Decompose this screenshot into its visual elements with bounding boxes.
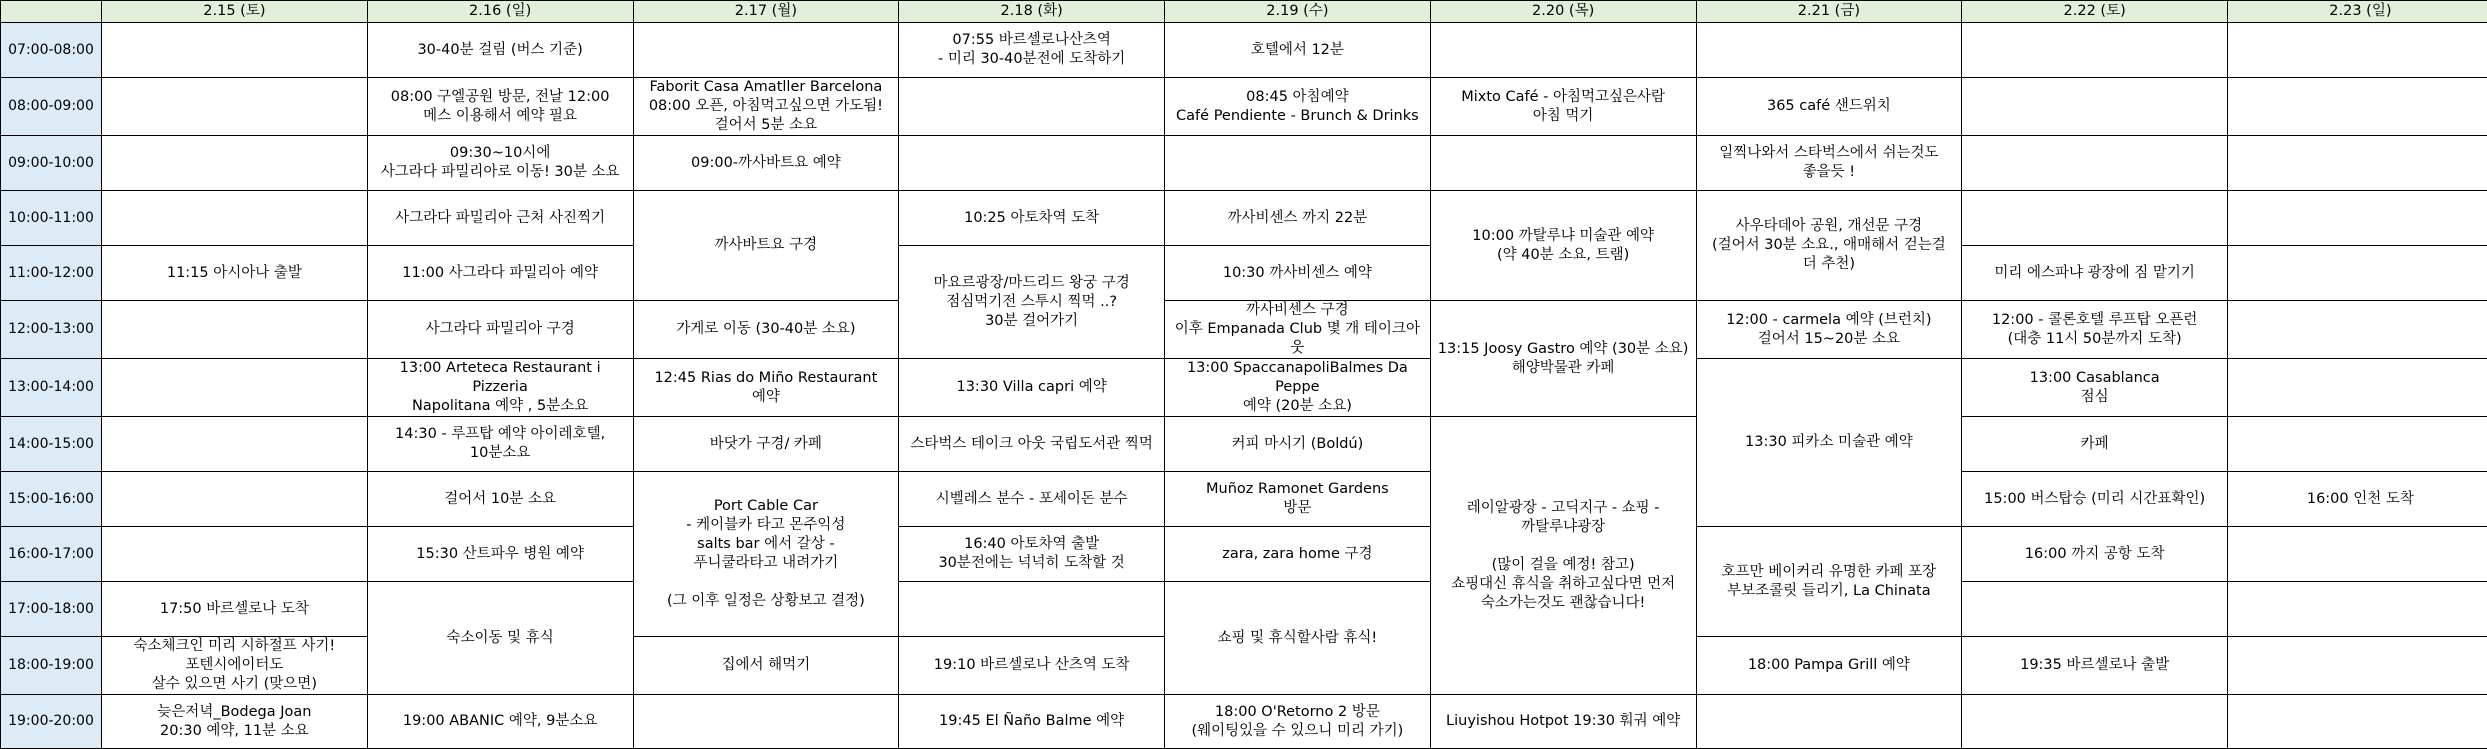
schedule-cell[interactable]: [102, 23, 368, 78]
schedule-cell[interactable]: 13:00 SpaccanapoliBalmes Da Peppe 예약 (20분 소요): [1165, 359, 1431, 417]
time-cell[interactable]: 19:00-20:00: [1, 695, 102, 749]
schedule-cell[interactable]: 16:40 아토차역 출발 30분전에는 넉넉히 도착할 것: [899, 527, 1165, 582]
time-cell[interactable]: 08:00-09:00: [1, 78, 102, 136]
schedule-cell[interactable]: 15:30 산트파우 병원 예약: [367, 527, 633, 582]
table-row: [1, 472, 2487, 527]
schedule-cell[interactable]: [1962, 23, 2228, 78]
schedule-cell[interactable]: [1962, 191, 2228, 246]
schedule-cell[interactable]: Liuyishou Hotpot 19:30 훠궈 예약: [1430, 695, 1696, 749]
schedule-cell[interactable]: zara, zara home 구경: [1165, 527, 1431, 582]
schedule-cell[interactable]: [1430, 23, 1696, 78]
schedule-cell[interactable]: [2228, 191, 2487, 246]
schedule-cell[interactable]: 08:00 구엘공원 방문, 전날 12:00 메스 이용해서 예약 필요: [367, 78, 633, 136]
schedule-cell[interactable]: 호프만 베이커리 유명한 카페 포장 부보조콜릿 들리기, La Chinata: [1696, 527, 1962, 637]
schedule-cell[interactable]: [1962, 136, 2228, 191]
schedule-cell[interactable]: [2228, 359, 2487, 417]
schedule-cell[interactable]: [102, 136, 368, 191]
schedule-cell[interactable]: 15:00 버스탑승 (미리 시간표확인): [1962, 472, 2228, 527]
schedule-cell[interactable]: [2228, 637, 2487, 695]
date-header[interactable]: 2.17 (월): [633, 1, 899, 23]
schedule-cell[interactable]: 마요르광장/마드리드 왕궁 구경 점심먹기전 스투시 찍먹 ..? 30분 걸어가기: [899, 246, 1165, 359]
schedule-cell[interactable]: [2228, 78, 2487, 136]
schedule-cell[interactable]: 09:00-까사바트요 예약: [633, 136, 899, 191]
date-header[interactable]: 2.18 (화): [899, 1, 1165, 23]
schedule-cell[interactable]: [1962, 695, 2228, 749]
time-cell[interactable]: 10:00-11:00: [1, 191, 102, 246]
schedule-cell[interactable]: [102, 417, 368, 472]
schedule-cell[interactable]: [1962, 582, 2228, 637]
schedule-cell[interactable]: 미리 에스파냐 광장에 짐 맡기기: [1962, 246, 2228, 301]
corner-cell[interactable]: [1, 1, 102, 23]
schedule-cell[interactable]: 09:30~10시에 사그라다 파밀리아로 이동! 30분 소요: [367, 136, 633, 191]
schedule-cell[interactable]: 19:00 ABANIC 예약, 9분소요: [367, 695, 633, 749]
schedule-cell[interactable]: [1962, 78, 2228, 136]
schedule-cell[interactable]: [102, 78, 368, 136]
date-header[interactable]: 2.21 (금): [1696, 1, 1962, 23]
date-header[interactable]: 2.20 (목): [1430, 1, 1696, 23]
date-header[interactable]: 2.23 (일): [2228, 1, 2487, 23]
schedule-cell[interactable]: 13:00 Arteteca Restaurant i Pizzeria Napolitana 예약 , 5분소요: [367, 359, 633, 417]
time-cell[interactable]: 09:00-10:00: [1, 136, 102, 191]
schedule-cell[interactable]: Muñoz Ramonet Gardens 방문: [1165, 472, 1431, 527]
schedule-cell[interactable]: [899, 78, 1165, 136]
schedule-cell[interactable]: Mixto Café - 아침먹고싶은사람 아침 먹기: [1430, 78, 1696, 136]
table-row: [1, 191, 2487, 246]
time-cell[interactable]: 17:00-18:00: [1, 582, 102, 637]
schedule-cell[interactable]: 17:50 바르셀로나 도착: [102, 582, 368, 637]
schedule-cell[interactable]: [2228, 527, 2487, 582]
schedule-cell[interactable]: 시벨레스 분수 - 포세이돈 분수: [899, 472, 1165, 527]
schedule-cell[interactable]: 가게로 이동 (30-40분 소요): [633, 301, 899, 359]
date-header[interactable]: 2.19 (수): [1165, 1, 1431, 23]
schedule-cell[interactable]: 스타벅스 테이크 아웃 국립도서관 찍먹: [899, 417, 1165, 472]
schedule-cell[interactable]: 07:55 바르셀로나산츠역 - 미리 30-40분전에 도착하기: [899, 23, 1165, 78]
time-cell[interactable]: 16:00-17:00: [1, 527, 102, 582]
schedule-cell[interactable]: 19:35 바르셀로나 출발: [1962, 637, 2228, 695]
schedule-cell[interactable]: [2228, 23, 2487, 78]
table-row: [1, 301, 2487, 359]
schedule-cell[interactable]: 걸어서 10분 소요: [367, 472, 633, 527]
schedule-cell[interactable]: Port Cable Car - 케이블카 타고 몬주익성 salts bar 에서 갈상 - 푸니쿨라타고 내려가기 (그 이후 일정은 상황보고 결정): [633, 472, 899, 637]
schedule-cell[interactable]: 19:45 El Ñaño Balme 예약: [899, 695, 1165, 749]
schedule-cell[interactable]: 호텔에서 12분: [1165, 23, 1431, 78]
schedule-cell[interactable]: 집에서 해먹기: [633, 637, 899, 695]
schedule-cell[interactable]: 11:15 아시아나 출발: [102, 246, 368, 301]
schedule-cell[interactable]: 18:00 Pampa Grill 예약: [1696, 637, 1962, 695]
schedule-cell[interactable]: [2228, 246, 2487, 301]
schedule-cell[interactable]: 13:00 Casablanca 점심: [1962, 359, 2228, 417]
schedule-cell[interactable]: 13:30 Villa capri 예약: [899, 359, 1165, 417]
schedule-cell[interactable]: 일찍나와서 스타벅스에서 쉬는것도 좋을듯 !: [1696, 136, 1962, 191]
table-row: [1, 695, 2487, 749]
schedule-cell[interactable]: 16:00 인천 도착: [2228, 472, 2487, 527]
schedule-cell[interactable]: [633, 23, 899, 78]
schedule-cell[interactable]: 까사비센스 구경 이후 Empanada Club 몇 개 테이크아 웃: [1165, 301, 1431, 359]
schedule-cell[interactable]: 까사비센스 까지 22분: [1165, 191, 1431, 246]
schedule-cell[interactable]: [1696, 695, 1962, 749]
schedule-cell[interactable]: 30-40분 걸림 (버스 기준): [367, 23, 633, 78]
schedule-cell[interactable]: [1696, 23, 1962, 78]
time-cell[interactable]: 15:00-16:00: [1, 472, 102, 527]
table-row: [1, 136, 2487, 191]
table-row: [1, 527, 2487, 582]
schedule-cell[interactable]: 18:00 O'Retorno 2 방문 (웨이팅있을 수 있으니 미리 가기): [1165, 695, 1431, 749]
schedule-cell[interactable]: 숙소이동 및 휴식: [367, 582, 633, 695]
schedule-cell[interactable]: 13:15 Joosy Gastro 예약 (30분 소요) 해양박물관 카페: [1430, 301, 1696, 417]
schedule-cell[interactable]: [899, 136, 1165, 191]
table-row: [1, 359, 2487, 417]
header-row: [1, 1, 2487, 23]
schedule-cell[interactable]: [633, 695, 899, 749]
schedule-cell[interactable]: [2228, 417, 2487, 472]
schedule-cell[interactable]: [102, 472, 368, 527]
schedule-cell[interactable]: [1165, 136, 1431, 191]
date-header[interactable]: 2.15 (토): [102, 1, 368, 23]
schedule-cell[interactable]: 바닷가 구경/ 카페: [633, 417, 899, 472]
table-row: [1, 246, 2487, 301]
table-row: [1, 23, 2487, 78]
schedule-cell[interactable]: [2228, 136, 2487, 191]
time-cell[interactable]: 18:00-19:00: [1, 637, 102, 695]
time-cell[interactable]: 14:00-15:00: [1, 417, 102, 472]
schedule-cell[interactable]: 12:00 - 콜론호텔 루프탑 오픈런 (대충 11시 50분까지 도착): [1962, 301, 2228, 359]
schedule-cell[interactable]: [2228, 695, 2487, 749]
time-cell[interactable]: 12:00-13:00: [1, 301, 102, 359]
date-header[interactable]: 2.22 (토): [1962, 1, 2228, 23]
schedule-cell[interactable]: [899, 582, 1165, 637]
schedule-cell[interactable]: 카페: [1962, 417, 2228, 472]
schedule-cell[interactable]: 10:00 까탈루냐 미술관 예약 (약 40분 소요, 트램): [1430, 191, 1696, 301]
schedule-cell[interactable]: 14:30 - 루프탑 예약 아이레호텔, 10분소요: [367, 417, 633, 472]
schedule-cell[interactable]: 레이알광장 - 고딕지구 - 쇼핑 - 까탈루냐광장 (많이 걸을 예정! 참고) 쇼핑대신 휴식을 취하고싶다면 먼저 숙소가는것도 괜찮습니다!: [1430, 417, 1696, 695]
table-row: [1, 78, 2487, 136]
table-row: [1, 582, 2487, 637]
time-cell[interactable]: 13:00-14:00: [1, 359, 102, 417]
schedule-cell[interactable]: 사그라다 파밀리아 근처 사진찍기: [367, 191, 633, 246]
schedule-cell[interactable]: [1430, 136, 1696, 191]
schedule-cell[interactable]: 사그라다 파밀리아 구경: [367, 301, 633, 359]
time-cell[interactable]: 11:00-12:00: [1, 246, 102, 301]
schedule-cell[interactable]: [102, 359, 368, 417]
schedule-cell[interactable]: 13:30 피카소 미술관 예약: [1696, 359, 1962, 527]
table-row: [1, 417, 2487, 472]
schedule-cell[interactable]: 08:45 아침예약 Café Pendiente - Brunch & Drinks: [1165, 78, 1431, 136]
schedule-cell[interactable]: 까사바트요 구경: [633, 191, 899, 301]
schedule-cell[interactable]: [102, 527, 368, 582]
schedule-cell[interactable]: 11:00 사그라다 파밀리아 예약: [367, 246, 633, 301]
schedule-cell[interactable]: 16:00 까지 공항 도착: [1962, 527, 2228, 582]
schedule-cell[interactable]: 숙소체크인 미리 시하절프 사기! 포텐시에이터도 살수 있으면 사기 (맞으면): [102, 637, 368, 695]
schedule-cell[interactable]: 12:00 - carmela 예약 (브런치) 걸어서 15~20분 소요: [1696, 301, 1962, 359]
schedule-cell[interactable]: 사우타데아 공원, 개선문 구경 (걸어서 30분 소요., 애매해서 걷는걸 더 추천): [1696, 191, 1962, 301]
schedule-cell[interactable]: [102, 191, 368, 246]
schedule-cell[interactable]: 19:10 바르셀로나 산츠역 도착: [899, 637, 1165, 695]
schedule-cell[interactable]: 10:25 아토차역 도착: [899, 191, 1165, 246]
schedule-cell[interactable]: [2228, 582, 2487, 637]
schedule-cell[interactable]: 12:45 Rias do Miño Restaurant 예약: [633, 359, 899, 417]
schedule-cell[interactable]: 365 café 샌드위치: [1696, 78, 1962, 136]
schedule-cell[interactable]: 늦은저녁_Bodega Joan 20:30 예약, 11분 소요: [102, 695, 368, 749]
schedule-cell[interactable]: 커피 마시기 (Boldú): [1165, 417, 1431, 472]
schedule-cell[interactable]: 쇼핑 및 휴식할사람 휴식!: [1165, 582, 1431, 695]
schedule-cell[interactable]: [102, 301, 368, 359]
schedule-cell[interactable]: [2228, 301, 2487, 359]
schedule-cell[interactable]: 10:30 까사비센스 예약: [1165, 246, 1431, 301]
time-cell[interactable]: 07:00-08:00: [1, 23, 102, 78]
date-header[interactable]: 2.16 (일): [367, 1, 633, 23]
schedule-cell[interactable]: Faborit Casa Amatller Barcelona 08:00 오픈, 아침먹고싶으면 가도됨! 걸어서 5분 소요: [633, 78, 899, 136]
